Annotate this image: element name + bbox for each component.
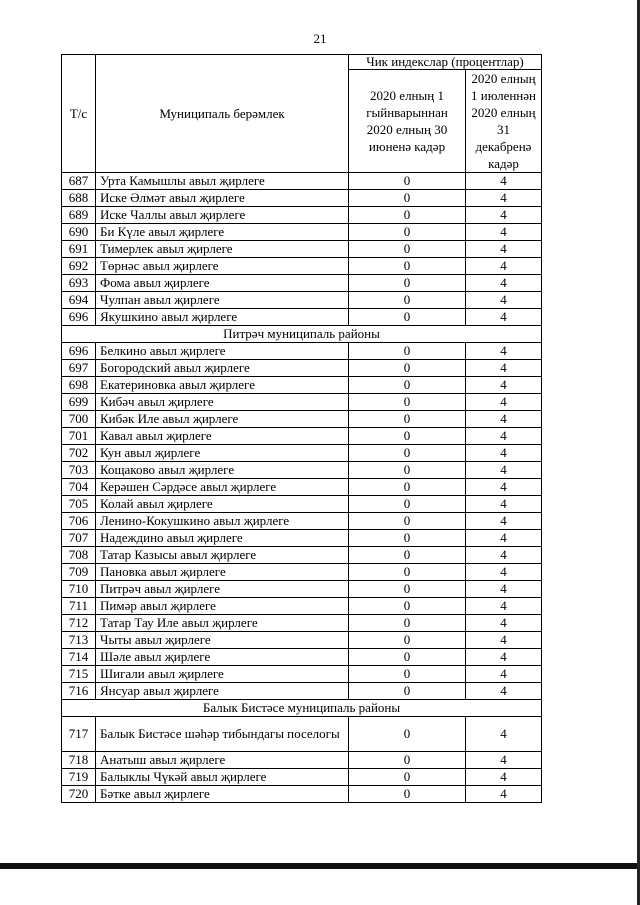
row-value-period-1: 0 (349, 292, 466, 309)
section-title: Балык Бистәсе муниципаль районы (62, 700, 542, 717)
row-number: 707 (62, 530, 96, 547)
row-value-period-1: 0 (349, 343, 466, 360)
header-group-title: Чик индекслар (процентлар) (349, 55, 542, 70)
row-municipality: Белкино авыл җирлеге (96, 343, 349, 360)
row-municipality: Балыклы Чүкәй авыл җирлеге (96, 769, 349, 786)
row-value-period-1: 0 (349, 786, 466, 803)
row-value-period-1: 0 (349, 224, 466, 241)
row-municipality: Төрнәс авыл җирлеге (96, 258, 349, 275)
row-municipality: Питрәч авыл җирлеге (96, 581, 349, 598)
table-row (62, 632, 542, 649)
row-value-period-1: 0 (349, 411, 466, 428)
table-row (62, 649, 542, 666)
section-header-row (62, 700, 542, 717)
table-row (62, 530, 542, 547)
row-municipality: Якушкино авыл җирлеге (96, 309, 349, 326)
table-row (62, 513, 542, 530)
table-row (62, 258, 542, 275)
row-municipality: Екатериновка авыл җирлеге (96, 377, 349, 394)
row-value-period-2: 4 (466, 496, 542, 513)
table-row (62, 190, 542, 207)
row-number: 694 (62, 292, 96, 309)
row-value-period-2: 4 (466, 462, 542, 479)
row-value-period-2: 4 (466, 717, 542, 752)
row-value-period-1: 0 (349, 394, 466, 411)
row-number: 698 (62, 377, 96, 394)
row-municipality: Татар Казысы авыл җирлеге (96, 547, 349, 564)
row-value-period-1: 0 (349, 462, 466, 479)
row-value-period-2: 4 (466, 207, 542, 224)
table-row (62, 683, 542, 700)
row-value-period-2: 4 (466, 649, 542, 666)
row-number: 706 (62, 513, 96, 530)
row-value-period-1: 0 (349, 207, 466, 224)
row-municipality: Би Күле авыл җирлеге (96, 224, 349, 241)
row-value-period-2: 4 (466, 683, 542, 700)
row-municipality: Анатыш авыл җирлеге (96, 752, 349, 769)
row-value-period-2: 4 (466, 428, 542, 445)
row-municipality: Кибәч авыл җирлеге (96, 394, 349, 411)
row-municipality: Кибәк Иле авыл җирлеге (96, 411, 349, 428)
row-value-period-1: 0 (349, 360, 466, 377)
row-number: 719 (62, 769, 96, 786)
table-row (62, 360, 542, 377)
row-value-period-1: 0 (349, 717, 466, 752)
row-municipality: Янсуар авыл җирлеге (96, 683, 349, 700)
row-value-period-1: 0 (349, 598, 466, 615)
row-value-period-2: 4 (466, 173, 542, 190)
table-row (62, 224, 542, 241)
table-row (62, 666, 542, 683)
row-value-period-1: 0 (349, 173, 466, 190)
row-value-period-2: 4 (466, 632, 542, 649)
row-number: 693 (62, 275, 96, 292)
row-value-period-2: 4 (466, 224, 542, 241)
row-value-period-2: 4 (466, 309, 542, 326)
row-number: 715 (62, 666, 96, 683)
table-row (62, 275, 542, 292)
row-municipality: Богородский авыл җирлеге (96, 360, 349, 377)
row-number: 705 (62, 496, 96, 513)
row-municipality: Шигали авыл җирлеге (96, 666, 349, 683)
row-number: 697 (62, 360, 96, 377)
row-municipality: Фома авыл җирлеге (96, 275, 349, 292)
row-number: 689 (62, 207, 96, 224)
row-number: 703 (62, 462, 96, 479)
row-value-period-2: 4 (466, 241, 542, 258)
table-row (62, 598, 542, 615)
row-number: 699 (62, 394, 96, 411)
table-row (62, 462, 542, 479)
table-row (62, 394, 542, 411)
row-municipality: Чыты авыл җирлеге (96, 632, 349, 649)
table-row (62, 445, 542, 462)
row-value-period-2: 4 (466, 769, 542, 786)
header-row-top (62, 55, 542, 70)
row-municipality: Керәшен Сәрдәсе авыл җирлеге (96, 479, 349, 496)
row-value-period-1: 0 (349, 530, 466, 547)
row-value-period-1: 0 (349, 513, 466, 530)
row-number: 711 (62, 598, 96, 615)
row-value-period-2: 4 (466, 360, 542, 377)
table-row (62, 343, 542, 360)
row-value-period-2: 4 (466, 581, 542, 598)
row-municipality: Надеждино авыл җирлеге (96, 530, 349, 547)
row-value-period-1: 0 (349, 649, 466, 666)
row-value-period-2: 4 (466, 275, 542, 292)
row-value-period-2: 4 (466, 666, 542, 683)
row-value-period-2: 4 (466, 479, 542, 496)
row-number: 708 (62, 547, 96, 564)
row-value-period-2: 4 (466, 530, 542, 547)
row-value-period-1: 0 (349, 581, 466, 598)
row-value-period-1: 0 (349, 377, 466, 394)
row-value-period-1: 0 (349, 190, 466, 207)
row-value-period-1: 0 (349, 479, 466, 496)
row-municipality: Чулпан авыл җирлеге (96, 292, 349, 309)
table-row (62, 411, 542, 428)
row-municipality: Пановка авыл җирлеге (96, 564, 349, 581)
table-row (62, 309, 542, 326)
header-period-1: 2020 елның 1 гыйнварыннан 2020 елның 30 июненә кадәр (349, 70, 466, 173)
row-municipality: Иске Чаллы авыл җирлеге (96, 207, 349, 224)
row-value-period-2: 4 (466, 343, 542, 360)
row-value-period-1: 0 (349, 683, 466, 700)
row-number: 713 (62, 632, 96, 649)
row-municipality: Бәтке авыл җирлеге (96, 786, 349, 803)
row-municipality: Кун авыл җирлеге (96, 445, 349, 462)
row-value-period-2: 4 (466, 547, 542, 564)
row-value-period-1: 0 (349, 752, 466, 769)
row-value-period-1: 0 (349, 258, 466, 275)
table-row (62, 717, 542, 752)
row-value-period-2: 4 (466, 377, 542, 394)
row-value-period-2: 4 (466, 394, 542, 411)
row-number: 696 (62, 343, 96, 360)
row-municipality: Тимерлек авыл җирлеге (96, 241, 349, 258)
scan-bottom-border (0, 863, 640, 869)
row-number: 696 (62, 309, 96, 326)
row-value-period-1: 0 (349, 564, 466, 581)
table-row (62, 377, 542, 394)
row-number: 716 (62, 683, 96, 700)
row-value-period-1: 0 (349, 445, 466, 462)
row-value-period-2: 4 (466, 190, 542, 207)
row-value-period-2: 4 (466, 513, 542, 530)
row-municipality: Кощаково авыл җирлеге (96, 462, 349, 479)
table-row (62, 615, 542, 632)
row-value-period-1: 0 (349, 428, 466, 445)
row-municipality: Пимәр авыл җирлеге (96, 598, 349, 615)
row-value-period-2: 4 (466, 752, 542, 769)
header-period-2: 2020 елның 1 июленнән 2020 елның 31 декабренә кадәр (466, 70, 542, 173)
row-municipality: Кавал авыл җирлеге (96, 428, 349, 445)
table-row (62, 479, 542, 496)
row-number: 700 (62, 411, 96, 428)
row-value-period-2: 4 (466, 445, 542, 462)
header-municipality: Муниципаль берәмлек (96, 55, 349, 173)
row-number: 704 (62, 479, 96, 496)
row-number: 714 (62, 649, 96, 666)
table-row (62, 752, 542, 769)
row-number: 718 (62, 752, 96, 769)
table-row (62, 564, 542, 581)
row-value-period-1: 0 (349, 309, 466, 326)
row-value-period-2: 4 (466, 786, 542, 803)
table-row (62, 292, 542, 309)
row-municipality: Иске Әлмәт авыл җирлеге (96, 190, 349, 207)
table-row (62, 173, 542, 190)
row-municipality: Урта Камышлы авыл җирлеге (96, 173, 349, 190)
row-value-period-1: 0 (349, 241, 466, 258)
table-row (62, 496, 542, 513)
row-value-period-1: 0 (349, 496, 466, 513)
row-value-period-2: 4 (466, 564, 542, 581)
row-value-period-1: 0 (349, 769, 466, 786)
row-number: 717 (62, 717, 96, 752)
row-number: 701 (62, 428, 96, 445)
row-municipality: Шәле авыл җирлеге (96, 649, 349, 666)
row-number: 691 (62, 241, 96, 258)
row-municipality: Колай авыл җирлеге (96, 496, 349, 513)
table-row (62, 581, 542, 598)
table-row (62, 428, 542, 445)
row-value-period-2: 4 (466, 258, 542, 275)
row-value-period-2: 4 (466, 598, 542, 615)
row-municipality: Балык Бистәсе шәһәр тибындагы поселогы (96, 717, 349, 752)
row-number: 720 (62, 786, 96, 803)
table-row (62, 207, 542, 224)
row-value-period-1: 0 (349, 275, 466, 292)
row-value-period-1: 0 (349, 615, 466, 632)
section-header-row (62, 326, 542, 343)
row-number: 692 (62, 258, 96, 275)
row-municipality: Ленино-Кокушкино авыл җирлеге (96, 513, 349, 530)
row-number: 690 (62, 224, 96, 241)
header-number: Т/с (62, 55, 96, 173)
row-value-period-1: 0 (349, 547, 466, 564)
row-municipality: Татар Тау Иле авыл җирлеге (96, 615, 349, 632)
row-number: 702 (62, 445, 96, 462)
section-title: Питрәч муниципаль районы (62, 326, 542, 343)
page-number: 21 (313, 31, 327, 46)
row-number: 687 (62, 173, 96, 190)
row-value-period-2: 4 (466, 411, 542, 428)
row-number: 709 (62, 564, 96, 581)
table-row (62, 241, 542, 258)
row-value-period-2: 4 (466, 615, 542, 632)
table-row (62, 786, 542, 803)
table-row (62, 769, 542, 786)
municipal-index-table (61, 54, 542, 803)
row-value-period-1: 0 (349, 632, 466, 649)
table-row (62, 547, 542, 564)
row-number: 688 (62, 190, 96, 207)
row-value-period-2: 4 (466, 292, 542, 309)
row-number: 712 (62, 615, 96, 632)
row-value-period-1: 0 (349, 666, 466, 683)
row-number: 710 (62, 581, 96, 598)
